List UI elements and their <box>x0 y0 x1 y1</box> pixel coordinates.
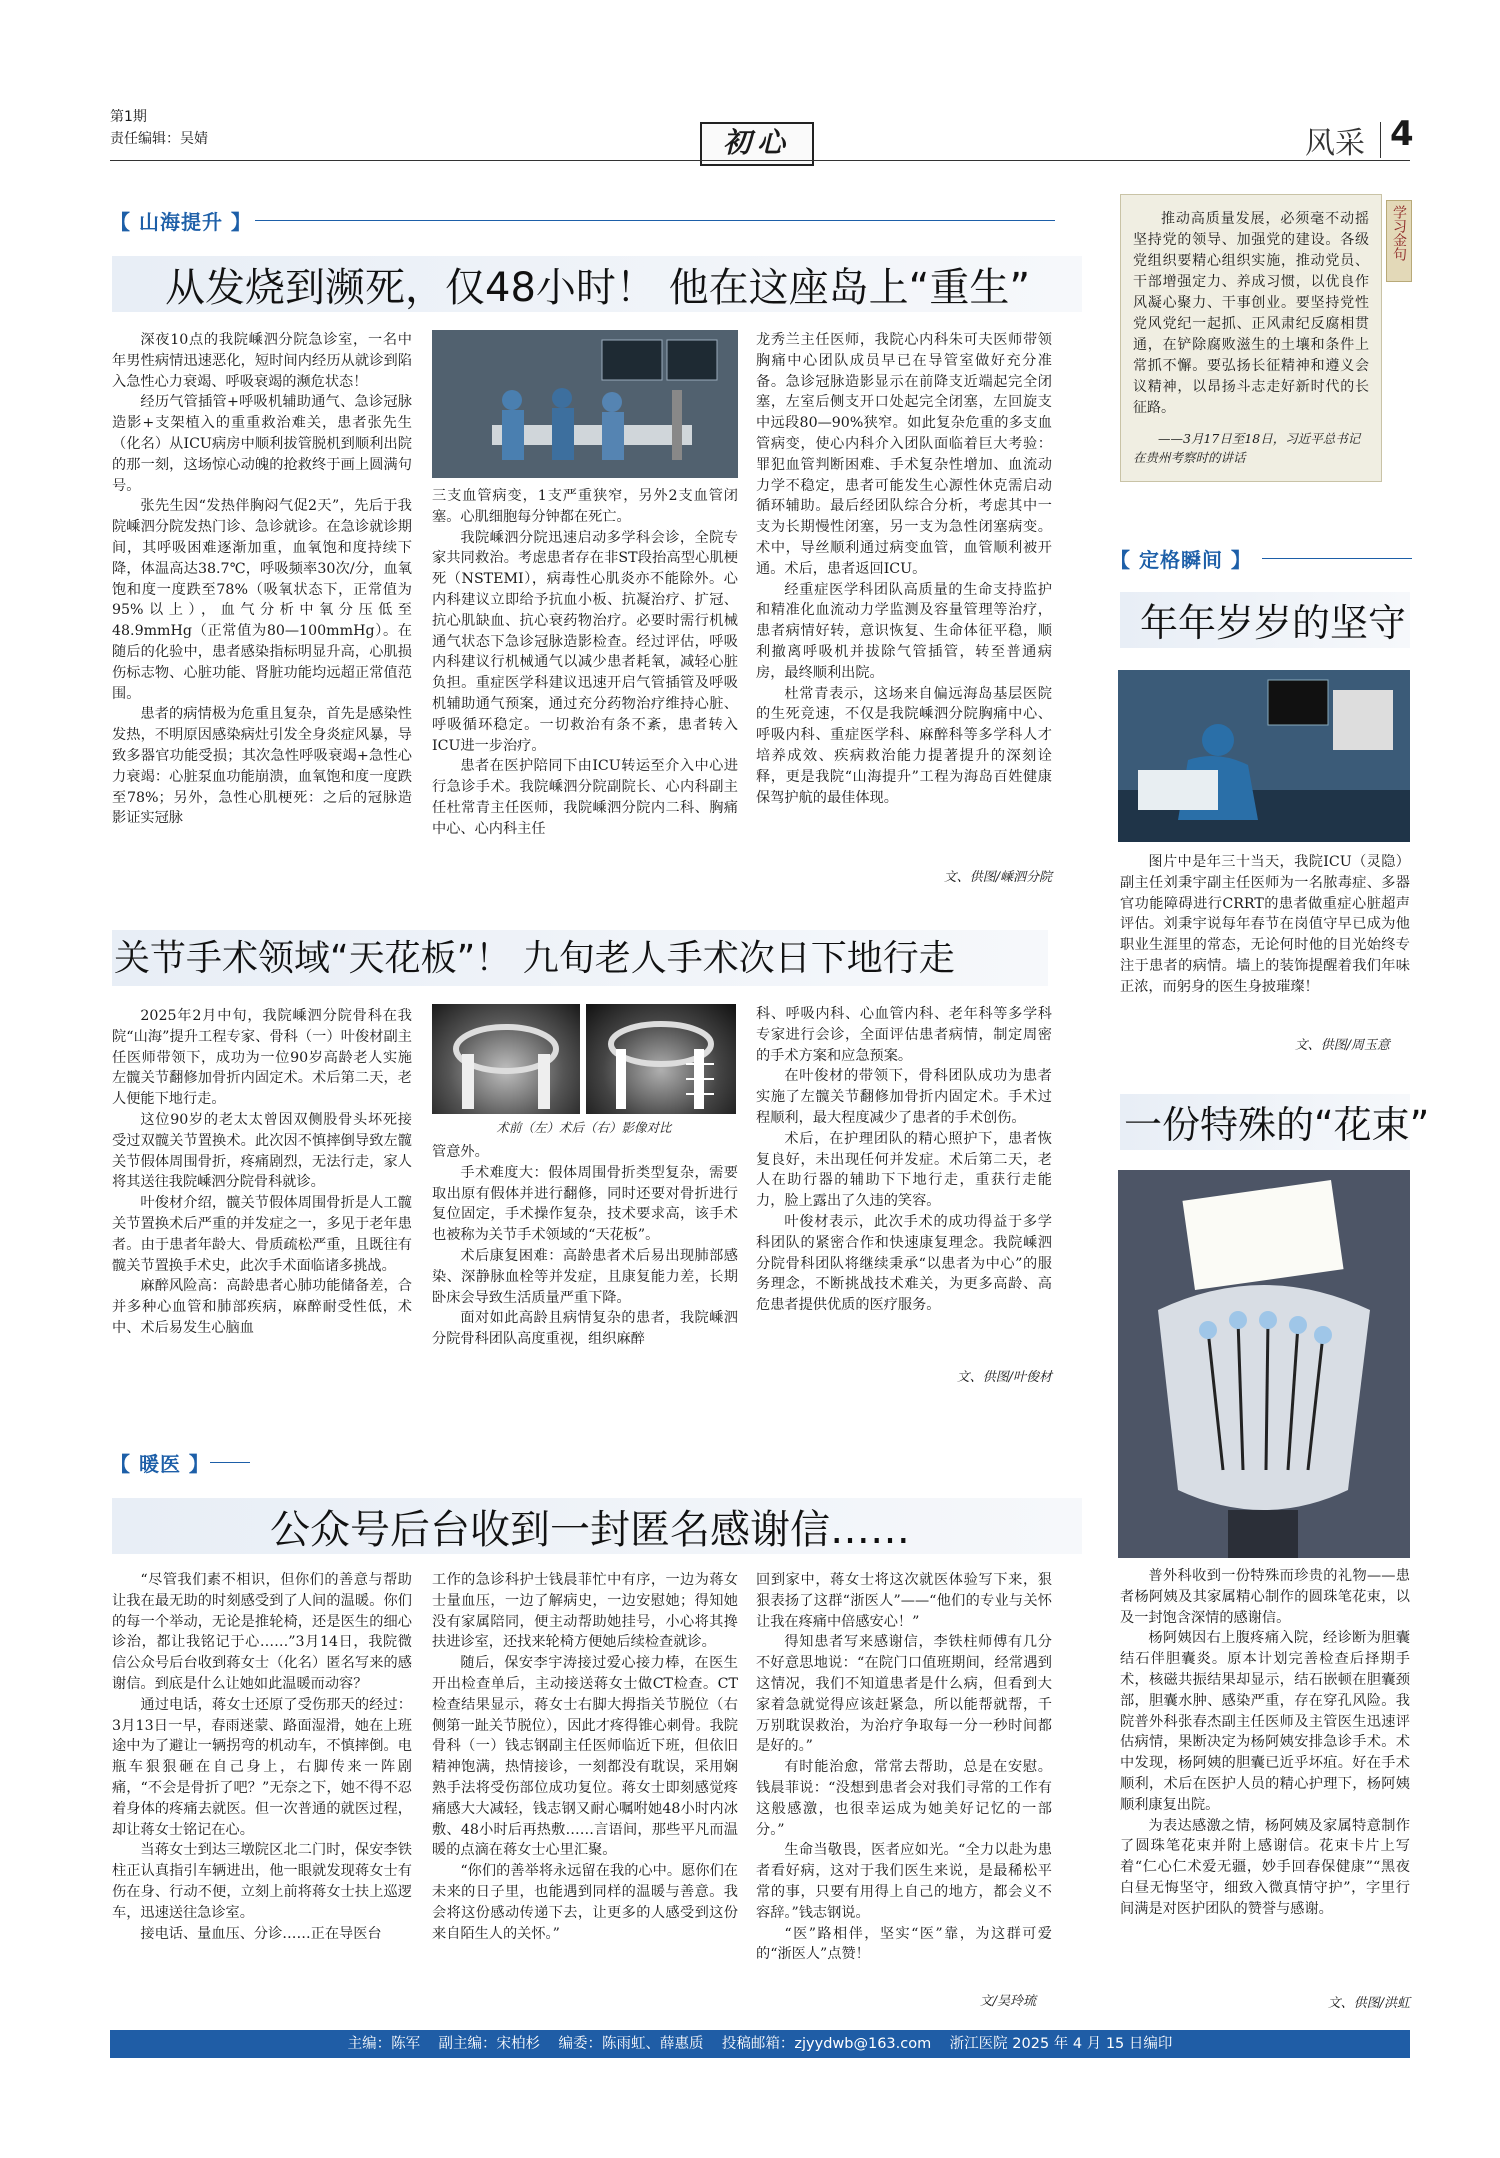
section-rule <box>1262 558 1412 559</box>
xray-before-illustration <box>432 1004 580 1114</box>
paragraph: 这位90岁的老太太曾因双侧股骨头坏死接受过双髋关节置换术。此次因不慎摔倒导致左髋关节假体周围骨折，疼痛剧烈，无法行走，家人将其送往我院嵊泗分院骨科就诊。 <box>112 1111 412 1191</box>
quote-side-label <box>1386 200 1412 282</box>
paragraph: 张先生因“发热伴胸闷气促2天”，先后于我院嵊泗分院发热门诊、急诊就诊。在急诊就诊期间，其呼吸困难逐渐加重，血氧饱和度持续下降，体温高达38.7℃，呼吸频率30次/分，血氧饱和度一度跌至78%（吸氧状态下，正常值为95%以上），血气分析中氧分压低至48.9mmHg（正常值为80—100mmHg）。在随后的化验中，患者感染指标明显升高，心肌损伤标志物、心脏功能、肾脏功能均远超正常值范围。 <box>112 498 412 702</box>
article2-col1 <box>112 1006 412 1386</box>
paragraph: 普外科收到一份特殊而珍贵的礼物——患者杨阿姨及其家属精心制作的圆珠笔花束，以及一封饱含深情的感谢信。 <box>1120 1568 1410 1626</box>
article3-title: 公众号后台收到一封匿名感谢信…… <box>270 1507 910 1553</box>
bouquet-credit: 文、供图/洪虹 <box>1327 1996 1410 2011</box>
paragraph: 管意外。 <box>432 1144 489 1160</box>
paragraph: 有时能治愈，常常去帮助，总是在安慰。钱晨菲说：“没想到患者会对我们寻常的工作有这般感激，也很幸运成为她美好记忆的一部分。” <box>756 1759 1052 1838</box>
footer-text: 主编：陈军 副主编：宋柏杉 编委：陈雨虹、薛惠质 投稿邮箱：zjyydwb@163.com 浙江医院 2025 年 4 月 15 日编印 <box>347 2036 1173 2052</box>
section-rule <box>210 1462 250 1463</box>
icu-illustration <box>1118 670 1410 842</box>
paragraph: “医”路相伴，坚实“医”靠，为这群可爱的“浙医人”点赞！ <box>756 1925 1052 1963</box>
article1-col1 <box>112 330 412 890</box>
paragraph: 生命当敬畏，医者应如光。“全力以赴为患者看好病，这对于我们医生来说，是最稀松平常的事，只要有用得上自己的地方，都会义不容辞。”钱志钢说。 <box>756 1842 1052 1921</box>
paragraph: 术后康复困难：高龄患者术后易出现肺部感染、深静脉血栓等并发症，且康复能力差，长期卧床会导致生活质量严重下降。 <box>432 1247 738 1306</box>
article3-credit: 文/吴玲琉 <box>979 1994 1036 2009</box>
paragraph: 龙秀兰主任医师，我院心内科朱可夫医师带领胸痛中心团队成员早已在导管室做好充分准备。急诊冠脉造影显示在前降支近端起完全闭塞，左室后侧支开口处起完全闭塞，左回旋支中远段80—90%狭窄。如此复杂危重的多支血管病变，使心内科介入团队面临着巨大考验：罪犯血管判断困难、手术复杂性增加、血流动力学不稳定，患者可能发生心源性休克需启动循环辅助。最后经团队综合分析，考虑其中一支为长期慢性闭塞，另一支为急性闭塞病变。术中，导丝顺利通过病变血管，血管顺利被开通。术后，患者返回ICU。 <box>756 332 1052 577</box>
paragraph: 工作的急诊科护士钱晨菲忙中有序，一边为蒋女士量血压，一边了解病史，一边安慰她；得知她没有家属陪同，便主动帮助她挂号，小心将其搀扶进诊室，还找来轮椅方便她后续检查就诊。 <box>432 1572 738 1651</box>
masthead-text: 初心 <box>722 126 791 159</box>
article2-col2 <box>432 1142 738 1388</box>
article1-credit: 文、供图/嵊泗分院 <box>943 870 1052 885</box>
paragraph: “你们的善举将永远留在我的心中。愿你们在未来的日子里，也能遇到同样的温暖与善意。我会将这份感动传递下去，让更多的人感受到这份来自陌生人的关怀。” <box>432 1863 738 1942</box>
paragraph: 回到家中，蒋女士将这次就医体验写下来，狠狠表扬了这群“浙医人”——“他们的专业与关怀让我在疼痛中倍感安心！” <box>756 1572 1052 1630</box>
paragraph: 2025年2月中旬，我院嵊泗分院骨科在我院“山海”提升工程专家、骨科（一）叶俊材副主任医师带领下，成功为一位90岁高龄老人实施左髋关节翻修加骨折内固定术。术后第二天，老人便能下地行走。 <box>112 1008 412 1108</box>
paragraph: 我院嵊泗分院迅速启动多学科会诊，全院专家共同救治。考虑患者存在非ST段抬高型心肌梗死（NSTEMI），病毒性心肌炎亦不能除外。心内科建议立即给予抗血小板、抗凝治疗、扩冠、抗心肌缺血、抗心衰药物治疗。必要时需行机械通气状态下急诊冠脉造影检查。经过评估，呼吸内科建议行机械通气以减少患者耗氧，减轻心脏负担。重症医学科建议迅速开启气管插管及呼吸机辅助通气预案，通过充分药物治疗维持心脏、呼吸循环稳定。一切救治有条不紊，患者转入ICU进一步治疗。 <box>432 529 738 754</box>
header-rule <box>110 160 1410 161</box>
paragraph: 叶俊材表示，此次手术的成功得益于多学科团队的紧密合作和快速康复理念。我院嵊泗分院骨科团队将继续秉承“以患者为中心”的服务理念，不断挑战技术难关，为更多高龄、高危患者提供优质的医疗服务。 <box>756 1213 1052 1314</box>
article3-col2 <box>432 1570 738 2010</box>
paragraph: 麻醉风险高：高龄患者心肺功能储备差，合并多种心血管和肺部疾病，麻醉耐受性低，术中、术后易发生心脑血 <box>112 1278 412 1336</box>
article3-col1 <box>112 1570 412 2010</box>
paragraph: 在叶俊材的带领下，骨科团队成功为患者实施了左髋关节翻修加骨折内固定术。手术过程顺利，最大程度减少了患者的手术创伤。 <box>756 1068 1052 1126</box>
paragraph: 患者的病情极为危重且复杂，首先是感染性发热，不明原因感染病灶引发全身炎症风暴，导致多器官功能受损；其次急性呼吸衰竭+急性心力衰竭：心脏泵血功能崩溃，血氧饱和度一度跌至78%；另外，急性心肌梗死：之后的冠脉造影证实冠脉 <box>112 706 412 827</box>
xray-after <box>586 1004 736 1114</box>
quote-box <box>1120 194 1382 482</box>
paragraph: 患者在医护陪同下由ICU转运至介入中心进行急诊手术。我院嵊泗分院副院长、心内科副主任杜常青主任医师，我院嵊泗分院内二科、胸痛中心、心内科主任 <box>432 758 738 837</box>
moment-credit: 文、供图/周玉意 <box>1294 1038 1390 1053</box>
article2-credit: 文、供图/叶俊材 <box>956 1370 1052 1385</box>
paragraph: 为表达感激之情，杨阿姨及家属特意制作了圆珠笔花束并附上感谢信。花束卡片上写着“仁心仁术爱无疆，妙手回春保健康”“黑夜白昼无悔坚守，细致入微真情守护”，字里行间满是对医护团队的赞誉与感谢。 <box>1120 1817 1410 1917</box>
cath-lab-photo <box>432 330 738 478</box>
paragraph: 得知患者写来感谢信，李铁柱师傅有几分不好意思地说：“在院门口值班期间，经常遇到这情况，我们不知道患者是什么病，但看到大家着急就觉得应该赶紧急，所以能帮就帮，千万别耽误救治，为治疗争取每一分一秒时间都是好的。” <box>756 1634 1052 1755</box>
section-tag-nuanyi: 【 暖医 】 <box>110 1452 210 1476</box>
article1-col3 <box>756 330 1052 866</box>
moment-title: 年年岁岁的坚守 <box>1140 601 1407 645</box>
paragraph: 当蒋女士到达三墩院区北二门时，保安李铁柱正认真指引车辆进出，他一眼就发现蒋女士有伤在身、行动不便，立刻上前将蒋女士扶上巡逻车，迅速送往急诊室。 <box>112 1842 412 1921</box>
bouquet-text <box>1120 1566 1410 1996</box>
paragraph: 面对如此高龄且病情复杂的患者，我院嵊泗分院骨科团队高度重视，组织麻醉 <box>432 1310 738 1348</box>
quote-attribution: ——3月17日至18日，习近平总书记在贵州考察时的讲话 <box>1133 431 1361 465</box>
moment-text: 图片中是年三十当天，我院ICU（灵隐）副主任刘秉宇副主任医师为一名脓毒症、多器官功能障碍进行CRRT的患者做重症心脏超声评估。刘秉宇说每年春节在岗值守早已成为他职业生涯里的常态，无论何时他的目光始终专注于患者的病情。墙上的装饰提醒着我们年味正浓，而躬身的医生身披璀璨！ <box>1120 854 1410 995</box>
paragraph: 通过电话，蒋女士还原了受伤那天的经过：3月13日一早，春雨迷蒙、路面湿滑，她在上班途中为了避让一辆拐弯的机动车，不慎摔倒。电瓶车狠狠砸在自己身上，右脚传来一阵剧痛，“不会是骨折了吧？”无奈之下，她不得不忍着身体的疼痛去就医。但一次普通的就医过程，却让蒋女士铭记在心。 <box>112 1696 412 1838</box>
bouquet-illustration <box>1118 1170 1410 1558</box>
article1-title: 从发烧到濒死，仅48小时！ 他在这座岛上“重生” <box>165 265 1031 311</box>
bouquet-title: 一份特殊的“花束” <box>1124 1103 1430 1147</box>
editor-label: 责任编辑：吴婧 <box>110 131 208 147</box>
bouquet-photo <box>1118 1170 1410 1558</box>
article1-col2 <box>432 486 738 890</box>
article2-title: 关节手术领域“天花板”！ 九旬老人手术次日下地行走 <box>114 938 955 979</box>
section-tag-shanhai: 【 山海提升 】 <box>110 210 252 234</box>
paragraph: 杨阿姨因右上腹疼痛入院，经诊断为胆囊结石伴胆囊炎。原本计划完善检查后择期手术，核磁共振结果却显示，结石嵌顿在胆囊颈部，胆囊水肿、感染严重，存在穿孔风险。我院普外科张春杰副主任医师及主管医生迅速评估病情，果断决定为杨阿姨安排急诊手术。术中发现，杨阿姨的胆囊已近乎坏疽。好在手术顺利，术后在医护人员的精心护理下，杨阿姨顺利康复出院。 <box>1120 1630 1410 1813</box>
paragraph: 术后，在护理团队的精心照护下，患者恢复良好，未出现任何并发症。术后第二天，老人在助行器的辅助下下地行走，重获行走能力，脸上露出了久违的笑容。 <box>756 1130 1052 1210</box>
section-name: 风采 <box>1305 126 1365 161</box>
section-tag-moment: 【 定格瞬间 】 <box>1110 548 1252 572</box>
paragraph: 接电话、量血压、分诊……正在导医台 <box>140 1925 382 1942</box>
icu-photo <box>1118 670 1410 842</box>
paragraph: 科、呼吸内科、心血管内科、老年科等多学科专家进行会诊，全面评估患者病情，制定周密的手术方案和应急预案。 <box>756 1006 1052 1064</box>
xray-before <box>432 1004 580 1114</box>
paragraph: 经重症医学科团队高质量的生命支持监护和精准化血流动力学监测及容量管理等治疗，患者病情好转，意识恢复、生命体征平稳，顺利撤离呼吸机并拔除气管插管，转至普通病房，最终顺利出院。 <box>756 581 1052 681</box>
footer-bar <box>110 2030 1410 2058</box>
paragraph: 叶俊材介绍，髋关节假体周围骨折是人工髋关节置换术后严重的并发症之一，多见于老年患者。由于患者年龄大、骨质疏松严重，且既往有髋关节置换手术史，此次手术面临诸多挑战。 <box>112 1195 412 1274</box>
xray-after-illustration <box>586 1004 736 1114</box>
cath-lab-illustration <box>432 330 738 478</box>
paragraph: “尽管我们素不相识，但你们的善意与帮助让我在最无助的时刻感受到了人间的温暖。你们的每一个举动，无论是推轮椅，还是医生的细心诊治，都让我铭记于心……”3月14日，我院微信公众号后台收到蒋女士（化名）匿名写来的感谢信。到底是什么让她如此温暖而动容？ <box>112 1572 412 1692</box>
paragraph: 经历气管插管+呼吸机辅助通气、急诊冠脉造影+支架植入的重重救治难关，患者张先生（化名）从ICU病房中顺利拔管脱机到顺利出院的那一刻，这场惊心动魄的抢救终于画上圆满句号。 <box>112 394 412 494</box>
section-rule <box>255 220 1055 221</box>
xray-caption: 术前（左）术后（右）影像对比 <box>496 1120 672 1135</box>
article3-col3 <box>756 1570 1052 1984</box>
article2-col3 <box>756 1004 1052 1344</box>
page-number: 4 <box>1390 114 1414 154</box>
paragraph: 深夜10点的我院嵊泗分院急诊室，一名中年男性病情迅速恶化，短时间内经历从就诊到陷入急性心力衰竭、呼吸衰竭的濒危状态！ <box>112 332 412 390</box>
paragraph: 手术难度大：假体周围骨折类型复杂，需要取出原有假体并进行翻修，同时还要对骨折进行复位固定，手术操作复杂，技术要求高，该手术也被称为关节手术领域的“天花板”。 <box>432 1164 738 1244</box>
section-divider <box>1380 122 1381 158</box>
quote-side-label-text: 学习金句 <box>1391 205 1407 261</box>
paragraph: 随后，保安李宇涛接过爱心接力棒，在医生开出检查单后，主动接送蒋女士做CT检查。CT检查结果显示，蒋女士右脚大拇指关节脱位（右侧第一趾关节脱位），因此才疼得锥心刺骨。我院骨科（一）钱志钢副主任医师临近下班，但依旧精神饱满，热情接诊，一刻都没有耽误，采用娴熟手法将受伤部位成功复位。蒋女士即刻感觉疼痛感大大减轻，钱志钢又耐心嘱咐她48小时内冰敷、48小时后再热敷……言语间，那些平凡而温暖的点滴在蒋女士心里汇聚。 <box>432 1655 738 1859</box>
issue-label: 第1期 <box>110 109 147 125</box>
paragraph: 杜常青表示，这场来自偏远海岛基层医院的生死竞速，不仅是我院嵊泗分院胸痛中心、呼吸内科、重症医学科、麻醉科等多学科人才培养成效、疾病救治能力提著提升的深刻诠释，更是我院“山海提升”工程为海岛百姓健康保驾护航的最佳体现。 <box>756 685 1052 806</box>
paragraph: 三支血管病变，1支严重狭窄，另外2支血管闭塞。心肌细胞每分钟都在死亡。 <box>432 488 738 525</box>
quote-text: 推动高质量发展，必须毫不动摇坚持党的领导、加强党的建设。各级党组织要精心组织实施，推动党员、干部增强定力、养成习惯，以优良作风凝心聚力、干事创业。要坚持党性党风党纪一起抓、正风肃纪反腐相贯通，在铲除腐败滋生的土壤和条件上常抓不懈。要弘扬长征精神和遵义会议精神，以昂扬斗志走好新时代的长征路。 <box>1133 211 1369 416</box>
